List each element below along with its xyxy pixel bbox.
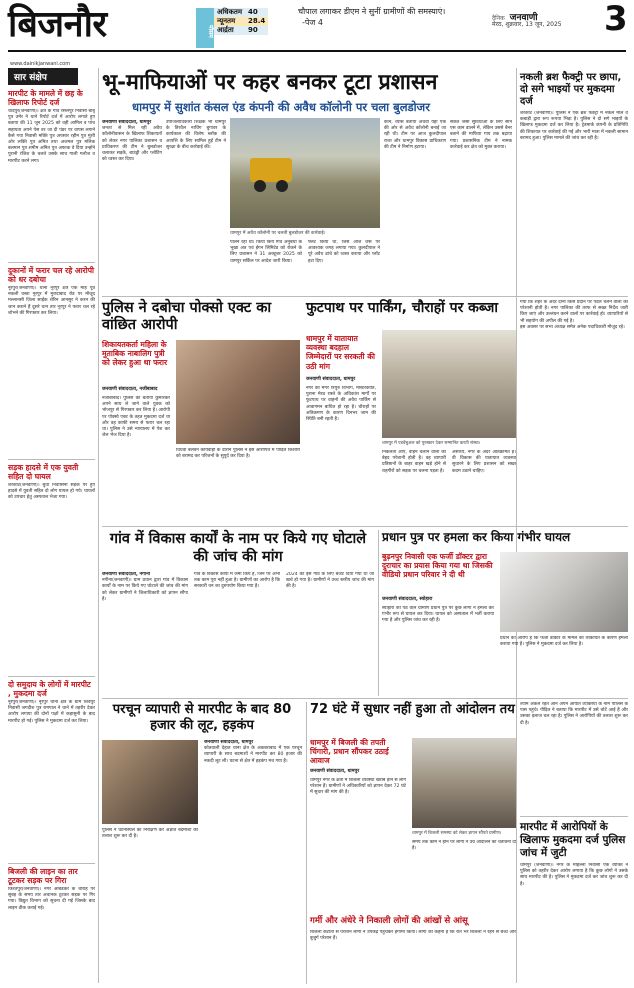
section-divider <box>102 296 628 297</box>
sub-headline: धामपुर में यातायात व्यवस्था बदहाल जिम्मेदारों पर सरकती की उठी मांग <box>306 334 375 371</box>
section-divider <box>102 526 628 527</box>
sidebar-item <box>8 266 95 456</box>
lead-col3: पालन रहो थी। किया किये गिव अनुबंधी के भूखा अत एवं ईगन लिमिटेड को रोकने के लिए प्रशासन ने 31 अक्टूबर 2025 को धामपुर सर्किल पर आदेश जारी किया। <box>230 240 302 264</box>
headline: पुलिस ने दबोचा पोक्सो एक्ट का वांछित आरोपी <box>102 300 272 333</box>
photo-caption: धामपुर में एडवेंचुअल को पुरस्कार देकर सम्मानित करती संस्था। <box>382 441 481 446</box>
sidebar-item <box>8 463 95 673</box>
byline: जनवाणी संवाददाता, धामपुर <box>204 740 254 745</box>
masthead-rule <box>8 50 626 52</box>
page-number: 3 <box>604 0 628 39</box>
byline: जनवाणी संवाददाता, धामपुर <box>310 769 360 774</box>
article-text: धामपुर (जनवाणी)। नगर के मोहल्ला निवासी एक व्यक्ति ने पुलिस को तहरीर देकर आरोप लगाया है कि कुछ लोगों ने उसके साथ मारपीट की है। पुलिस ने मुकदमा दर्ज कर जांच शुरू कर दी है। <box>520 863 628 887</box>
divider <box>8 262 95 263</box>
loot-photo <box>102 740 198 824</box>
article-text: स्योहारा की पैठ वाले ग्रामीण प्रधान पुत्र पर कुछ लोगों ने हमला कर गंभीर रूप से घायल कर दिया। घायल को अस्पताल में भर्ती कराया गया है और पुलिस जांच कर रही है। <box>382 606 494 624</box>
byline: जनवाणी संवाददाता, स्योहारा <box>382 597 433 602</box>
article-text: इस अवसर पर सभा अध्यक्ष समेत अनेक पदाधिकारी मौजूद रहे। <box>520 324 625 330</box>
village-story <box>102 530 374 696</box>
lead-story <box>102 68 512 294</box>
sub-headline: बुढ़नपुर निवासी एक फर्जी डॉक्टर द्वारा दुराचार का प्रयास किया गया था जिसकी वीडियो प्रधान परिवार ने दी थी <box>382 552 493 580</box>
weather-label: न्यूनतम <box>217 17 236 25</box>
weather-value: 40 <box>248 8 258 16</box>
article-text: नगीना(जनवाणी)। ग्राम प्रधान द्वारा गांव में विकास कार्यों के नाम पर किये गए घोटाले की जांच की मांग को लेकर ग्रामीणों ने जिलाधिकारी को ज्ञापन सौंपा है। <box>102 578 188 602</box>
bulldozer-wheel <box>276 180 288 192</box>
article-text: बिजली कटौती से परेशान लोगों ने उपकेंद्र पहुंचकर हंगामा किया। लोगों का कहना है कि रात भर बिजली न रहने से बच्चे और बुजुर्ग परेशान हैं। <box>310 930 516 942</box>
brand-name: जनवाणी <box>509 13 538 23</box>
right-low-text <box>520 702 628 984</box>
sidebar-item-title: दो समुदाय के लोगों में मारपीट , मुकदमा दर्ज <box>8 680 91 698</box>
loot-story <box>102 702 302 984</box>
article-text: कोतवाली देहात थाना क्षेत्र के अकबराबाद में एक परचून व्यापारी के साथ बदमाशों ने मारपीट कर 80 हजार की नकदी लूट ली। घटना से क्षेत्र में हड़कंप मच गया है। <box>204 746 302 764</box>
masthead-teaser <box>298 6 448 28</box>
city-title: बिजनौर <box>8 4 107 45</box>
byline: जनवाणी संवाददाता, धामपुर <box>306 377 356 382</box>
sidebar-item-title: सड़क हादसे में एक युवती सहित दो घायल <box>8 463 79 481</box>
article-text: पुलिस ने घटनास्थल का निरीक्षण कर अज्ञात बदमाशों की तलाश शुरू कर दी है। <box>102 828 198 840</box>
sidebar-rule <box>98 68 99 983</box>
article-text: श्याम अकेले रहते आने अपने आयात व्यक्तियों के नाम पोलिस के पास पहुंचे। पीड़ित ने बताया कि मारपीट में उसे चोटें आई हैं और उसका इलाज चल रहा है। पुलिस ने आरोपियों की तलाश शुरू कर दी है। <box>520 702 628 726</box>
sidebar-item-body: किरतपुर(जनवाणी)। नगर ऑंबेडकर के चौराहे पर सुबह के समय तार अचानक टूटकर सड़क पर गिर गया। विद्युत विभाग को सूचना दी गई जिसके बाद लाइन ठीक कराई गई। <box>8 887 95 911</box>
lead-col1 <box>102 120 162 292</box>
sidebar-item <box>8 680 95 860</box>
sidebar-item-title: दुकानों में फरार चल रहे आरोपी को धर दबोचा <box>8 266 95 284</box>
article-text: प्रधान का आरोप है कि फर्जी डॉक्टर के मामले की शिकायत के कारण हमला कराया गया है। पुलिस ने मुकदमा दर्ज कर लिया है। <box>500 636 628 648</box>
weather-table <box>214 8 268 35</box>
parking-photo <box>382 330 516 438</box>
article-text: गांव के विकास कार्यों में जमा किये हैं, जिन पर अभी तक काम पूरा नहीं हुआ है। ग्रामीणों का आरोप है कि सरकारी धन का दुरुपयोग किया गया है। <box>194 572 280 590</box>
dateline: मेरठ, शुक्रवार, 13 जून, 2025 <box>492 21 562 28</box>
article-text: नगर की मंगर त्रिपुरु विभाग, मास्टरकांति, पुराना मेरठ रास्ते के अधिकांश मार्गों पर फुटपाथ पर वाहनों की अवैध पार्किंग से आवागमन बाधित हो रहा है। चौराहों पर अतिक्रमण के कारण दिनभर जाम की स्थिति बनी रहती है। <box>306 386 376 423</box>
sidebar <box>8 68 95 983</box>
brush-factory-story <box>520 72 628 294</box>
article-text: नजीबाबाद। पुलिस को बताया कुमारेकर अपने साथ ले जाने वाले युवक को भोजपुर से गिरफ्तार कर लिया है। आरोपी पर पोक्सो एक्ट के तहत मुकदमा दर्ज था और वह काफी समय से फरार चल रहा था। पुलिस ने उसे न्यायालय में पेश कर जेल भेज दिया है। <box>102 396 170 439</box>
lead-photo-caption: धामपुर में अवैध कॉलोनी पर चलती बुलडोजर की कार्रवाई। <box>230 231 326 236</box>
article-text: शेरकोट (जनवाणी)। पुलिस ने एक ब्रश फैक्ट्री में नकल माल व कबाड़ी द्वारा रूप रूपया भिड़ा है। पुलिस ने दो सगे भाइयों के खिलाफ मुकदमा दर्ज कर लिया है। ट्रेडमार्क कंपनी के प्रतिनिधि की शिकायत पर कार्रवाई की गई और भारी मात्रा में नकली सामान बरामद हुआ। पुलिस मामले की जांच कर रही है। <box>520 111 628 141</box>
article-col <box>102 572 188 694</box>
divider <box>8 676 95 677</box>
weather-value: 90 <box>248 26 258 34</box>
power-story <box>310 702 516 984</box>
article-text: समय तक काम न होने पर लोगों ने उग्र आंदोलन की चेतावनी दी है। <box>412 840 516 852</box>
teaser-text: चौपाल लगाकर डीएम ने सुनीं ग्रामीणों की समस्याएं। <box>298 7 446 16</box>
weather-label: अधिकतम <box>217 8 243 16</box>
article-col <box>204 740 302 982</box>
sidebar-item-body: नूरपुर(जनवाणी)। नूरपुर थाना क्षेत्र के ग्राम शिवपुर निवासी जगदीश पुत्र रामपाल ने थाने में तहरीर देकर आरोप लगाया की दोनों पक्षों में कहासुनी के बाद मारपीट हो गई। पुलिस ने मुकदमा दर्ज कर लिया। <box>8 700 95 724</box>
lead-photo <box>230 118 380 228</box>
brand-prefix: दैनिक <box>492 15 505 22</box>
parking-continued-text <box>520 300 628 522</box>
section-divider <box>102 698 628 699</box>
article-text: गया कि शहर के अंदर दोनों किसे प्रदान पर पैदल चलने वालों को परेशानी होती है। नगर पालिका की तरफ से सख्त निर्देश जारी किए जाएं और उल्लंघन करने वालों पर कार्रवाई हो। व्यापारियों से भी सहयोग की अपील की गई है। <box>520 300 628 324</box>
headline: प्रधान पुत्र पर हमला कर किया गंभीर घायल <box>382 530 571 544</box>
parking-story <box>306 300 516 522</box>
sidebar-heading: सार संक्षेप <box>8 68 78 85</box>
lead-headline: भू-माफियाओं पर कहर बनकर टूटा प्रशासन <box>102 70 438 95</box>
article-text: 2024 को इस गांव के लिए बजट दिया गया था जो खर्च हो गया है। ग्रामीणों ने उच्च स्तरीय जांच की मांग की है। <box>286 572 374 590</box>
teaser-page: -पेज 4 <box>302 18 323 27</box>
sidebar-item <box>8 89 95 259</box>
masthead <box>0 0 634 67</box>
weather-label: आर्द्रता <box>217 26 234 34</box>
sub-headline: धामपुर में बिजली की तपती चिंगारी, प्रधान सौंपकर उठाई आवाज <box>310 738 389 766</box>
divider <box>8 459 95 460</box>
headline: नकली ब्रश फैक्ट्री पर छापा, दो सगे भाइयों पर मुकदमा दर्ज <box>520 72 622 107</box>
sidebar-item-title: बिजली की लाइन का तार टूटकर सड़क पर गिरा <box>8 867 78 885</box>
sidebar-item-body: शेरकोट(जनवाणी)। बुधा निवासिनी सड़क पर हुए हादसे में युवती सहित दो लोग घायल हो गये। घायलों को उपचार हेतु अस्पताल भेजा गया। <box>8 483 95 501</box>
lead-col4: फ्लैट किया था, जिसे आज जैसे पर आवश्यक जगह लगाया गया। कुलदीपाल ने पूरे अवैध ढांचे को ध्वस्त कराया और प्लॉट हटा दिए। <box>308 240 380 264</box>
tears-headline: गर्मी और अंधेरे ने निकाली लोगों की आंखों से आंसू <box>310 916 468 926</box>
headline: फुटपाथ पर पार्किंग, चौराहों पर कब्जा <box>306 300 498 316</box>
lead-subhead: धामपुर में सुशांत कंसल एंड कंपनी की अवैध कॉलोनी पर चला बुलडोजर <box>132 100 430 114</box>
son-attack-story <box>382 530 628 696</box>
pocso-photo <box>176 340 300 444</box>
byline: जनवाणी संवाददाता, नजीबाबाद <box>102 387 158 392</box>
divider <box>8 863 95 864</box>
sidebar-item-body: चांदपुर(जनवाणी)। क्षेत्र के गांव रसलपुर निवासी बाबू पुत्र उमेर ने थाने रिपोर्ट दर्ज में आरोप लगाते हुए बताया की 11 जून 2025 को वही आमिल व पांच सहायता अपने पेस वर जा दी पंडर पर वापस लगाने कैसे गया निवासी मक्ति पुत्र अपसार रहीम पुत्र मुंशी ओर लक्ति पुत्र अमित तथा अजमल पुत्र मलिक बलमान पुत्र शमीम अमित पुत्र अफाक वे दिया उन्होंने पुरानी रंजिश के चलते उसके साथ गाली गलौज व मारपीट करने लगा। <box>8 109 95 164</box>
lead-col5: कौन, व्यास बताया अथवा यहां एक की ओर से अवैध कॉलोनी बनाई जा रही थी। टीम पर आज कुलदीपाल राजा और धामपुर विकास प्राधिकरण की टीम ने निर्माण हटाया। <box>384 120 446 150</box>
sidebar-item-title: मारपीट के मामले में छह के खिलाफ रिपोर्ट दर्ज <box>8 89 83 107</box>
article-text: धामपुर नगर के क्षेत्रों में बिजली व्यवस्था खराब होने से लोग परेशान हैं। ग्रामीणों ने अधिकारियों को ज्ञापन देकर 72 घंटे में सुधार की मांग की है। <box>310 778 406 796</box>
sidebar-item <box>8 867 95 983</box>
column-rule <box>306 702 307 984</box>
byline: जनवाणी संवाददाता, धामपुर <box>102 120 152 125</box>
article-text: जनता से मिल रही अवैध कॉलोनीवासन के खिलाफ शिकायतों को लेकर नगर पालिका प्रशासन व प्राधिकरण की टीम ने बुलडोजर चलाकर सड़कें, बाउंड्री और प्लॉटिंग को ध्वस्त कर दिया। <box>102 126 162 163</box>
son-attack-photo <box>500 552 628 632</box>
bulldozer-shape <box>250 158 292 182</box>
teaser-thumb <box>276 7 294 33</box>
weather-tag: मौसम <box>196 8 214 48</box>
article-text: असाध्य, नगर के अंदर अतिक्रमित है। वी विकास की यातायात व्यवस्था सुधारने के लिए प्रशासन को सख्त कदम उठाने चाहिए। <box>452 450 516 474</box>
photo-caption: धामपुर में बिजली समस्या को लेकर ज्ञापन सौंपते ग्रामीण। <box>412 831 502 836</box>
byline: जनवाणी संवाददाता, नगीना <box>102 572 150 577</box>
sidebar-item-body: नूरपुर(जनवाणी)। थाना नूरपुर क्षेत्र एक माह पूर्व नकली वस्ता नूरपुर में मुरादाबाद रोड पर मौजूद मल्लानसी ज़िला साईक शेरिन आनसुर ने करन की जान कराने हैं दूसरे थान तार नूरपुर ने फरार चल रहे शोभने की गिरफ्तार कर लिया। <box>8 286 95 316</box>
fir-headline: मारपीट में आरोपियों के खिलाफ मुकदमा दर्ज पुलिस जांच में जुटी <box>520 821 626 859</box>
bulldozer-wheel <box>254 180 266 192</box>
headline: गांव में विकास कार्यों के नाम पर किये गए घोटाले की जांच की मांग <box>109 531 367 565</box>
lead-col2: उपजिलाधिकारी शिक्षक भी धामपुर के तिरवैल नाथिंग बुगावर के कार्यकाल की विशेष ब्लॉक की आपत्ति के लिए सामिल हुई टीम ने सुरक्षा के बीच कार्रवाई की। <box>166 120 226 150</box>
column-rule <box>378 530 379 696</box>
weather-value: 28.4 <box>248 17 266 25</box>
article-text: निकलता आए, वाहन चलाने वालों को बेहद परेशानी होती है। वह व्यापारी प्रतिष्ठानों के बाहर वाहन खड़े होने से राहगीरों को सड़क पर चलना पड़ता है। <box>382 450 446 474</box>
sub-headline: शिकायतकर्ता महिला के मुताबिक नाबालिग पुत्री को लेकर हुआ था फरार <box>102 340 168 368</box>
article-text: विधवा बलवन कार्यवाही के दौरान पुलिस ने इस आरोपित में पीड़ित किशोरी को बरामद कर परिजनों के सुपुर्द कर दिया है। <box>176 448 300 460</box>
website: www.dainikjanwani.com <box>10 61 71 67</box>
divider <box>520 816 628 817</box>
headline: 72 घंटे में सुधार नहीं हुआ तो आंदोलन तय <box>310 702 515 717</box>
power-photo <box>412 738 516 828</box>
lead-col6: संकेत जैसी सुविधाओं के लिए सोन एस कान डालने में, लेकिन उससे बैनर बताने की माफिया गाय तक बढ़ाया गया। प्रशासनिक टीम ने नामक कार्रवाई कर क्षेत्र को मुक्त कराया। <box>450 120 512 150</box>
pocso-story <box>102 300 302 522</box>
headline: परचून व्यापारी से मारपीट के बाद 80 हजार की लूट, हड़कंप <box>112 702 292 733</box>
